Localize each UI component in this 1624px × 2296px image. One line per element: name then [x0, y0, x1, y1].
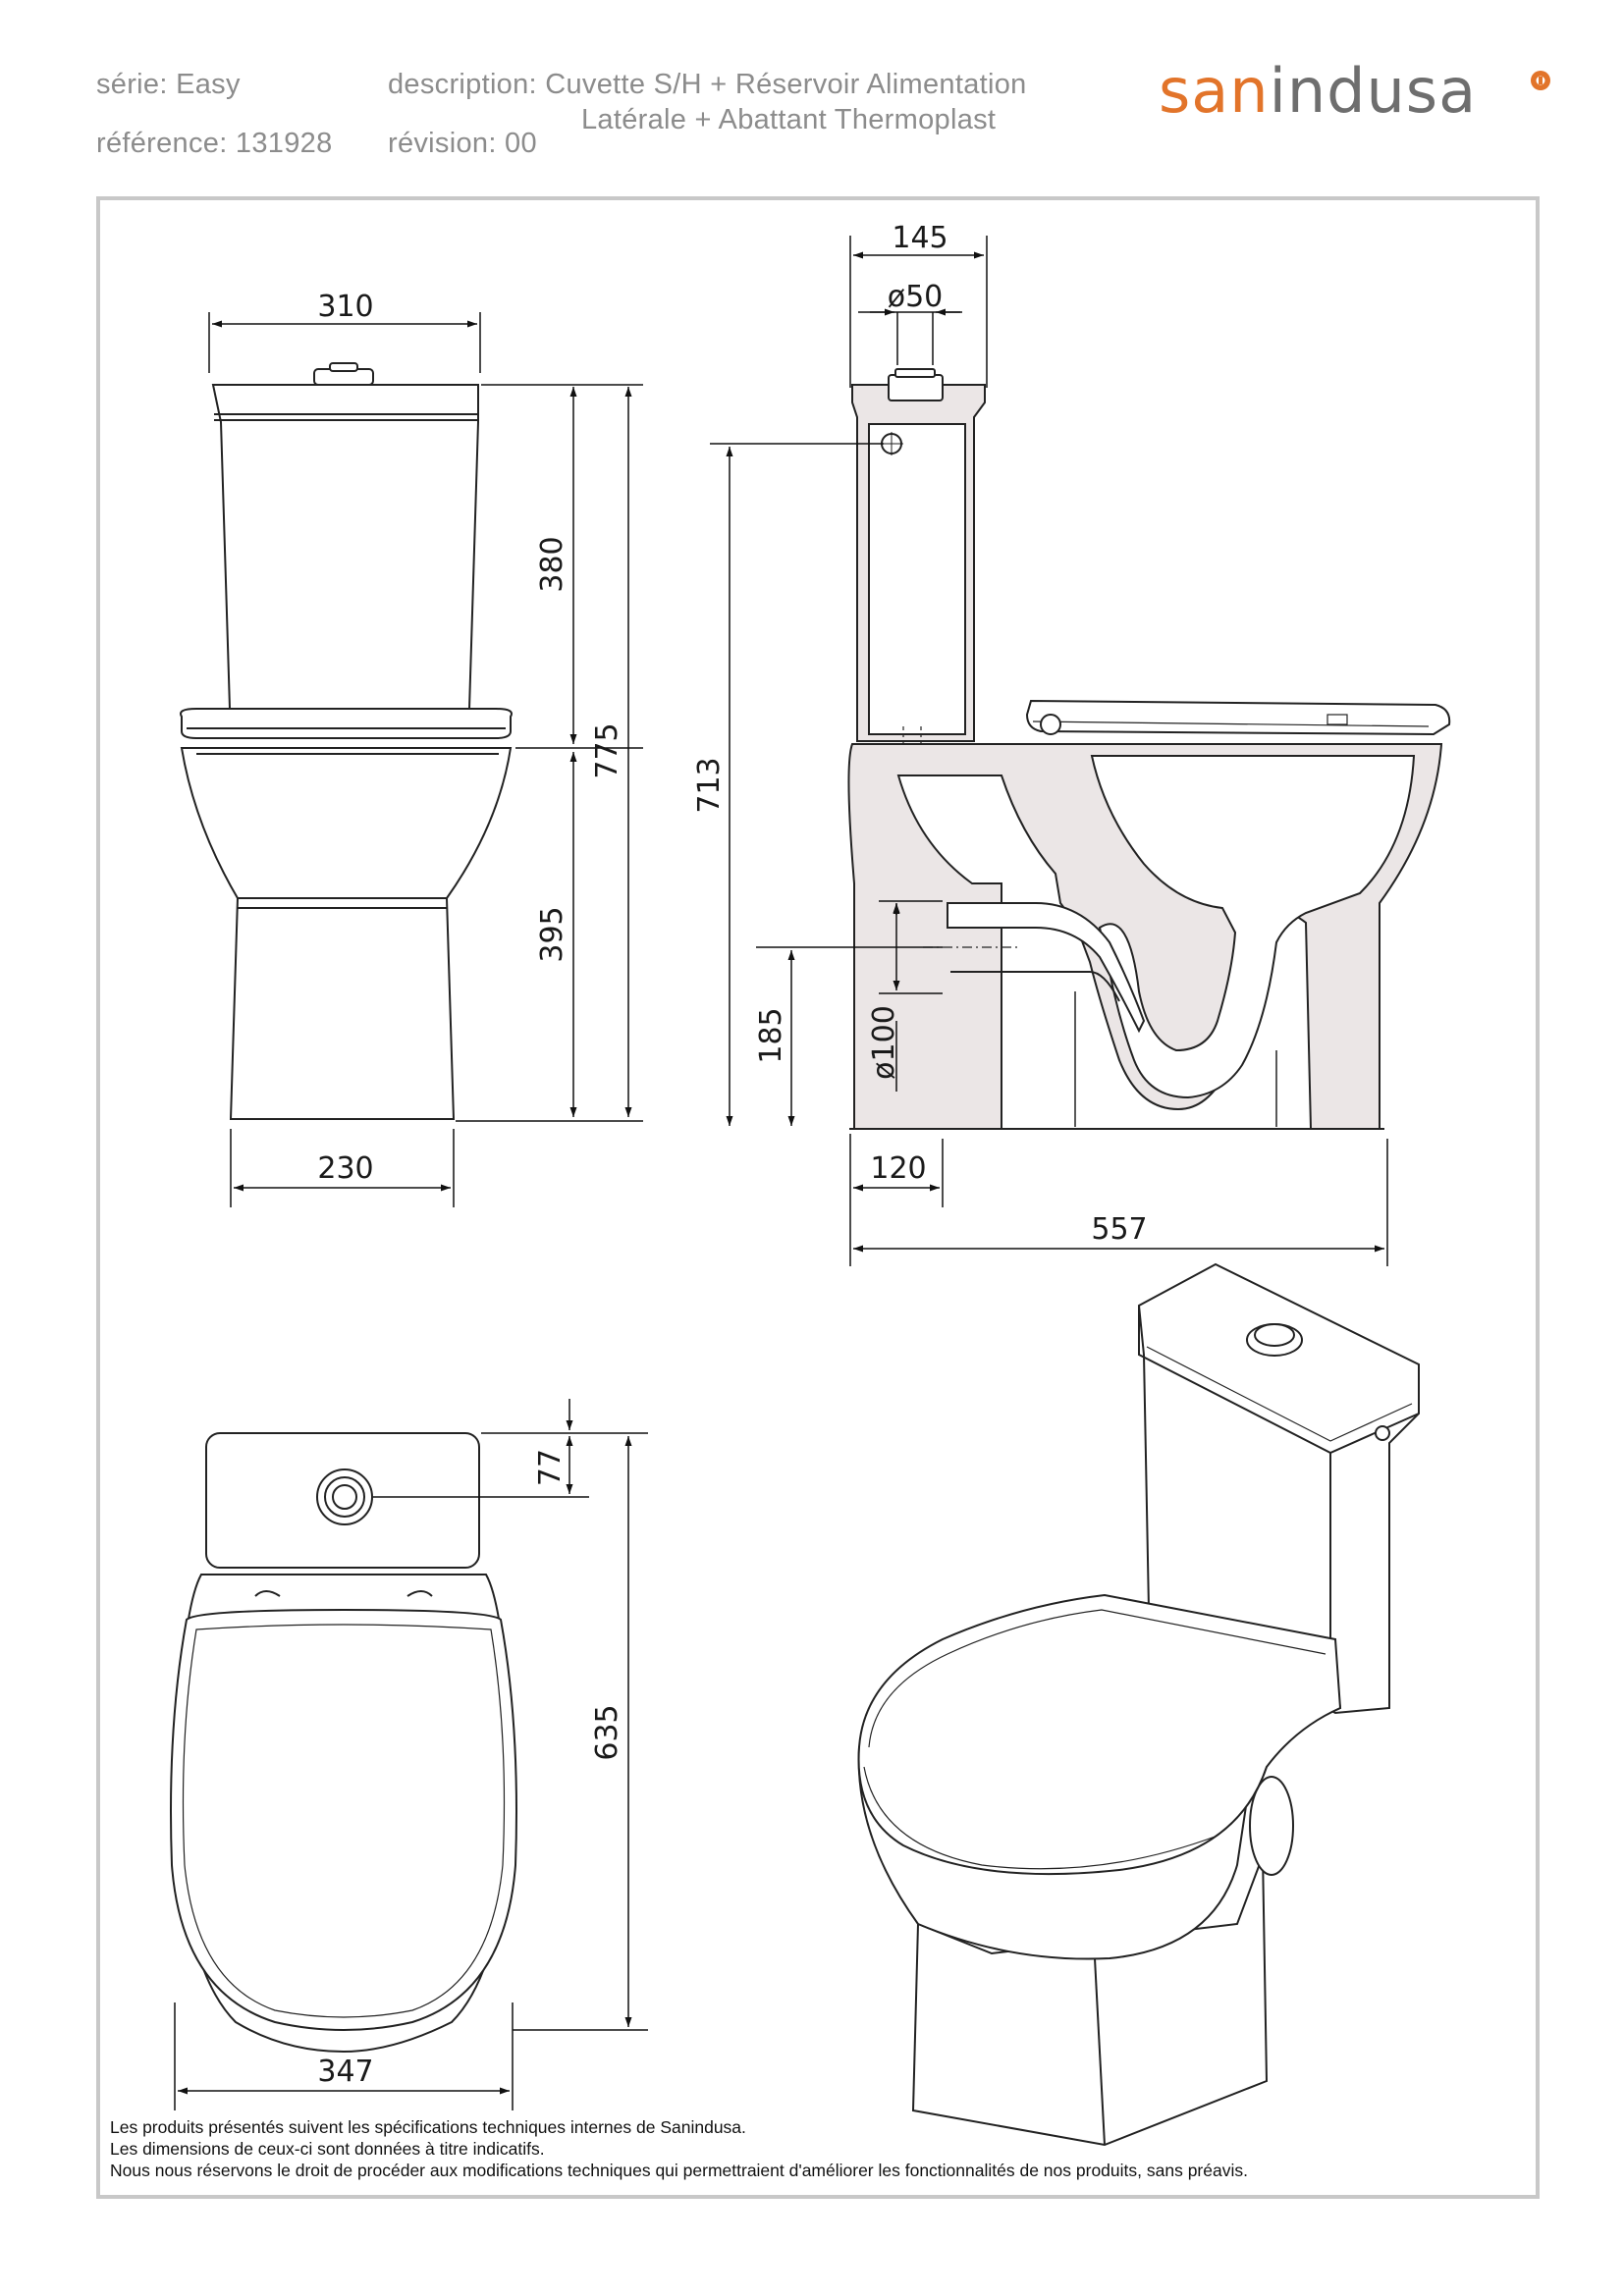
perspective-flush-button: [1247, 1324, 1302, 1356]
front-bowl: [182, 748, 511, 898]
dim-side-outlet-diameter: ø100: [867, 1005, 901, 1080]
front-base: [231, 898, 454, 1119]
dim-side-inlet-diameter: ø50: [887, 280, 944, 314]
dim-top-button-offset: 77: [533, 1448, 568, 1487]
footer-line-3: Nous nous réservons le droit de procéder aux modifications techniques qui permettraient d'améliorer les fonctionnalités de nos produits, sans préavis.: [110, 2161, 1248, 2180]
front-view: [181, 363, 512, 1119]
side-view: [848, 369, 1449, 1129]
dim-side-total-depth: 557: [1091, 1212, 1148, 1247]
dim-side-outlet-height: 185: [754, 1007, 788, 1064]
reference-label: référence: 131928: [96, 128, 333, 159]
revision-label: révision: 00: [388, 128, 537, 159]
top-view: [171, 1433, 516, 2052]
series-label: série: Easy: [96, 69, 241, 100]
dim-top-total-depth: 635: [590, 1704, 624, 1761]
dim-front-base-width: 230: [317, 1151, 374, 1186]
perspective-view: [859, 1264, 1419, 2145]
brand-logo-part-a: san: [1159, 55, 1270, 127]
dim-front-width: 310: [317, 290, 374, 324]
footer-notes: [110, 2116, 1248, 2181]
brand-logo-part-b: indusa: [1269, 55, 1478, 127]
dim-side-outlet-offset: 120: [870, 1151, 927, 1186]
description-line2: Latérale + Abattant Thermoplast: [581, 104, 997, 135]
description-line1: description: Cuvette S/H + Réservoir Alimentation: [388, 69, 1027, 100]
side-flush-button: [889, 369, 943, 400]
dim-side-tank-depth: 145: [892, 221, 948, 255]
front-tank: [213, 385, 478, 709]
dim-front-tank-height: 380: [535, 536, 569, 593]
top-seat: [171, 1610, 516, 2030]
dim-top-seat-width: 347: [317, 2055, 374, 2089]
side-seat: [1027, 701, 1449, 734]
dim-front-total-height: 775: [590, 722, 624, 779]
top-flush-button: [317, 1469, 372, 1524]
front-seat: [181, 709, 512, 738]
dim-front-bowl-height: 395: [535, 906, 569, 963]
front-flush-button: [314, 363, 373, 385]
dim-side-inlet-height: 713: [692, 757, 727, 814]
footer-line-1: Les produits présentés suivent les spécifications techniques internes de Sanindusa.: [110, 2117, 746, 2137]
footer-line-2: Les dimensions de ceux-ci sont données à titre indicatifs.: [110, 2139, 545, 2159]
